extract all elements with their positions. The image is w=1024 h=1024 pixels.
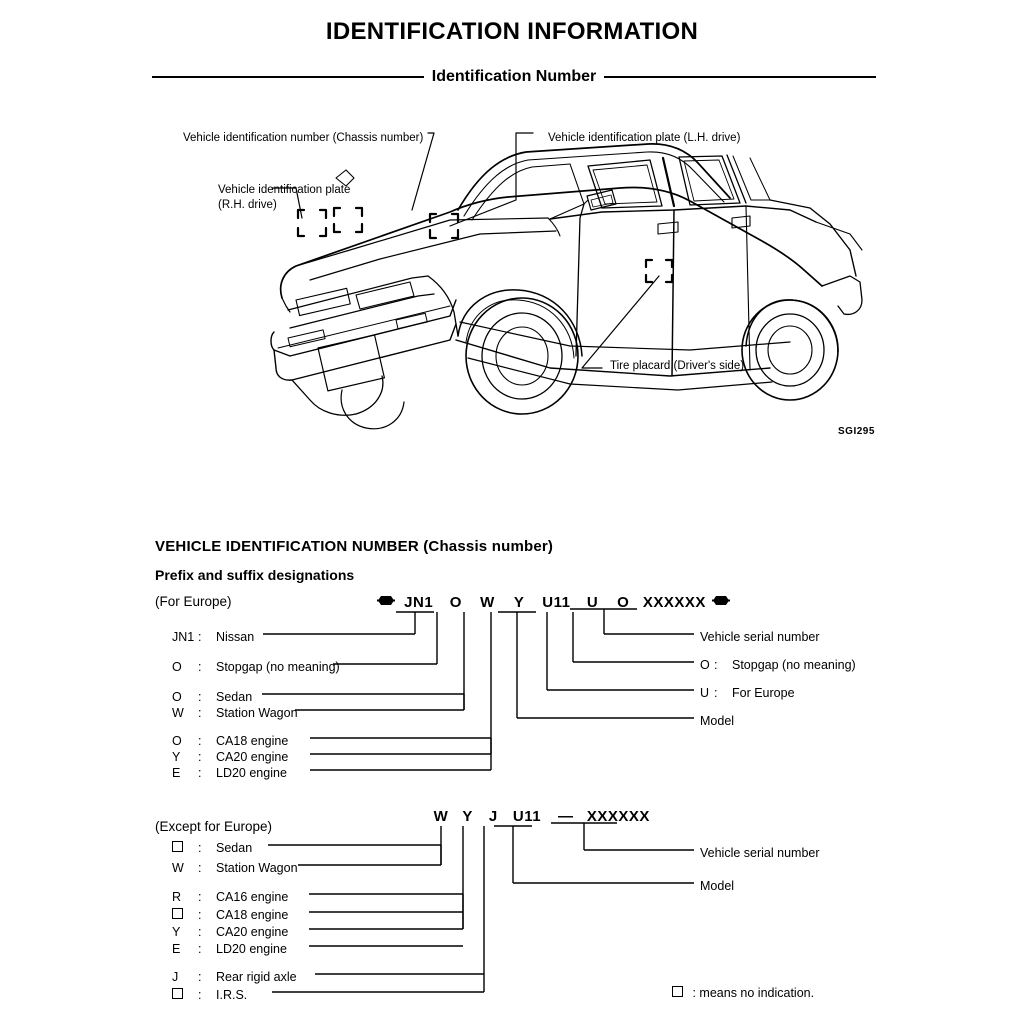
- rlabel-stopgap-europe: [700, 658, 856, 672]
- nissan-emblem-icon-right: [712, 594, 730, 611]
- legend-key: W: [172, 861, 184, 875]
- legend-sep: :: [198, 861, 202, 875]
- footnote-no-indication: [672, 986, 814, 1000]
- legend-desc: CA18 engine: [216, 908, 289, 922]
- rlabel-key: U: [700, 686, 710, 700]
- legend-sep: :: [198, 890, 202, 904]
- legend-desc: Rear rigid axle: [216, 970, 297, 984]
- callout-plate-rh-line1: Vehicle identification plate: [218, 184, 351, 196]
- code2-token-dash: —: [557, 808, 574, 825]
- legend-desc: CA20 engine: [216, 750, 289, 764]
- code-token-u11: U11: [542, 594, 571, 611]
- legend-key: E: [172, 766, 181, 780]
- legend2-item-ca16: [172, 890, 288, 904]
- legend-sep: :: [198, 750, 202, 764]
- legend-item-ld20: [172, 766, 287, 780]
- code2-token-serial: XXXXXX: [586, 808, 650, 825]
- legend-desc: Sedan: [216, 690, 253, 704]
- legend-key: W: [172, 706, 184, 720]
- code2-token-w: W: [433, 808, 449, 825]
- legend2-item-rigid-axle: [172, 970, 297, 984]
- except-europe-code-string: [430, 808, 651, 825]
- legend-sep: :: [198, 942, 202, 956]
- code-token-y: Y: [513, 594, 525, 611]
- legend-sep: :: [198, 630, 202, 644]
- rlabel-key: O: [700, 658, 710, 672]
- legend-desc: LD20 engine: [216, 766, 287, 780]
- legend-desc: Station Wagon: [216, 706, 298, 720]
- legend-key: J: [172, 970, 179, 984]
- code-token-u: U: [586, 594, 599, 611]
- legend-key: O: [172, 660, 182, 674]
- legend-key: Y: [172, 925, 181, 939]
- legend-item-sedan: [172, 690, 252, 704]
- legend-key: E: [172, 942, 181, 956]
- callout-tire-placard: Tire placard (Driver's side): [610, 360, 745, 372]
- page-title: IDENTIFICATION INFORMATION: [325, 18, 699, 45]
- legend-desc: LD20 engine: [216, 942, 287, 956]
- rlabel-model-except: Model: [700, 879, 735, 893]
- header-rule-left: [152, 76, 424, 78]
- marker-plate-rh: [298, 210, 326, 236]
- legend-key: R: [172, 890, 182, 904]
- section-subtitle: Identification Number: [431, 68, 597, 85]
- legend2-item-ca20: [172, 925, 288, 939]
- legend-item-stopgap: [172, 660, 340, 674]
- callout-plate-rh-line2: (R.H. drive): [218, 199, 277, 211]
- legend-key: JN1: [172, 630, 195, 644]
- legend-sep: :: [198, 766, 202, 780]
- legend-key: O: [172, 690, 182, 704]
- marker-tire-placard: [646, 260, 672, 282]
- legend-item-wagon: [172, 706, 298, 720]
- legend-sep: :: [198, 988, 202, 1002]
- legend-key: O: [172, 734, 182, 748]
- callout-vin-chassis: Vehicle identification number (Chassis number): [183, 132, 424, 144]
- code-token-w: W: [480, 594, 495, 611]
- legend-sep: :: [198, 841, 202, 855]
- rlabel-model-europe: Model: [700, 714, 735, 728]
- europe-group-label: (For Europe): [155, 594, 232, 609]
- legend-sep: :: [198, 706, 202, 720]
- code-token-o1: O: [449, 594, 462, 611]
- legend-desc: Sedan: [216, 841, 253, 855]
- legend2-item-ca18: [172, 908, 288, 922]
- legend-sep: :: [198, 908, 202, 922]
- legend2-item-sedan: [172, 841, 252, 855]
- legend-key: [172, 988, 198, 1002]
- rlabel-sep: :: [714, 658, 718, 672]
- rlabel-foreurope: [700, 686, 795, 700]
- rlabel-serial-europe: Vehicle serial number: [700, 630, 820, 644]
- leader-tire-placard: [582, 276, 659, 368]
- legend-sep: :: [198, 734, 202, 748]
- legend-key: [172, 841, 198, 855]
- legend2-item-irs: [172, 988, 247, 1002]
- legend-desc: I.R.S.: [216, 988, 248, 1002]
- footnote-text: : means no indication.: [692, 986, 815, 1000]
- nissan-emblem-icon: [377, 594, 395, 611]
- empty-square-icon: [672, 986, 683, 997]
- legend-item-ca18: [172, 734, 288, 748]
- rlabel-serial-except: Vehicle serial number: [700, 846, 820, 860]
- code2-token-u11: U11: [512, 808, 542, 825]
- legend-desc: Nissan: [216, 630, 255, 644]
- code2-token-y: Y: [462, 808, 473, 825]
- legend-key: [172, 908, 198, 922]
- legend-key: Y: [172, 750, 181, 764]
- leader-vin-chassis: [412, 133, 434, 210]
- legend-desc: CA18 engine: [216, 734, 289, 748]
- rlabel-desc: For Europe: [732, 686, 795, 700]
- legend-sep: :: [198, 690, 202, 704]
- legend-desc: Stopgap (no meaning): [216, 660, 340, 674]
- legend-sep: :: [198, 970, 202, 984]
- vin-section-title: VEHICLE IDENTIFICATION NUMBER (Chassis number): [155, 538, 554, 555]
- legend-sep: :: [198, 925, 202, 939]
- legend-desc: Station Wagon: [216, 861, 298, 875]
- empty-square-icon: [172, 841, 183, 852]
- code-token-o2: O: [617, 594, 630, 611]
- legend-item-ca20: [172, 750, 288, 764]
- empty-square-icon: [172, 988, 183, 999]
- except-europe-group-label: (Except for Europe): [155, 819, 273, 834]
- rlabel-desc: Stopgap (no meaning): [732, 658, 856, 672]
- legend-sep: :: [198, 660, 202, 674]
- legend2-item-wagon: [172, 861, 298, 875]
- header-rule-right: [604, 76, 876, 78]
- rlabel-sep: :: [714, 686, 718, 700]
- empty-square-icon: [172, 908, 183, 919]
- vin-section-subtitle: Prefix and suffix designations: [155, 567, 355, 583]
- marker-vin-chassis: [334, 208, 362, 232]
- code2-token-j: J: [488, 808, 498, 825]
- legend-item-jn1: [172, 630, 254, 644]
- legend-desc: CA16 engine: [216, 890, 289, 904]
- europe-code-string: [377, 594, 730, 611]
- legend-desc: CA20 engine: [216, 925, 289, 939]
- code-token-jn1: JN1: [404, 594, 434, 611]
- callout-plate-lh: Vehicle identification plate (L.H. drive): [548, 132, 741, 144]
- vehicle-illustration: [150, 100, 890, 450]
- section-header: [152, 64, 876, 90]
- code-token-serial: XXXXXX: [642, 594, 706, 611]
- figure-code: SGI295: [838, 426, 875, 437]
- legend2-item-ld20: [172, 942, 287, 956]
